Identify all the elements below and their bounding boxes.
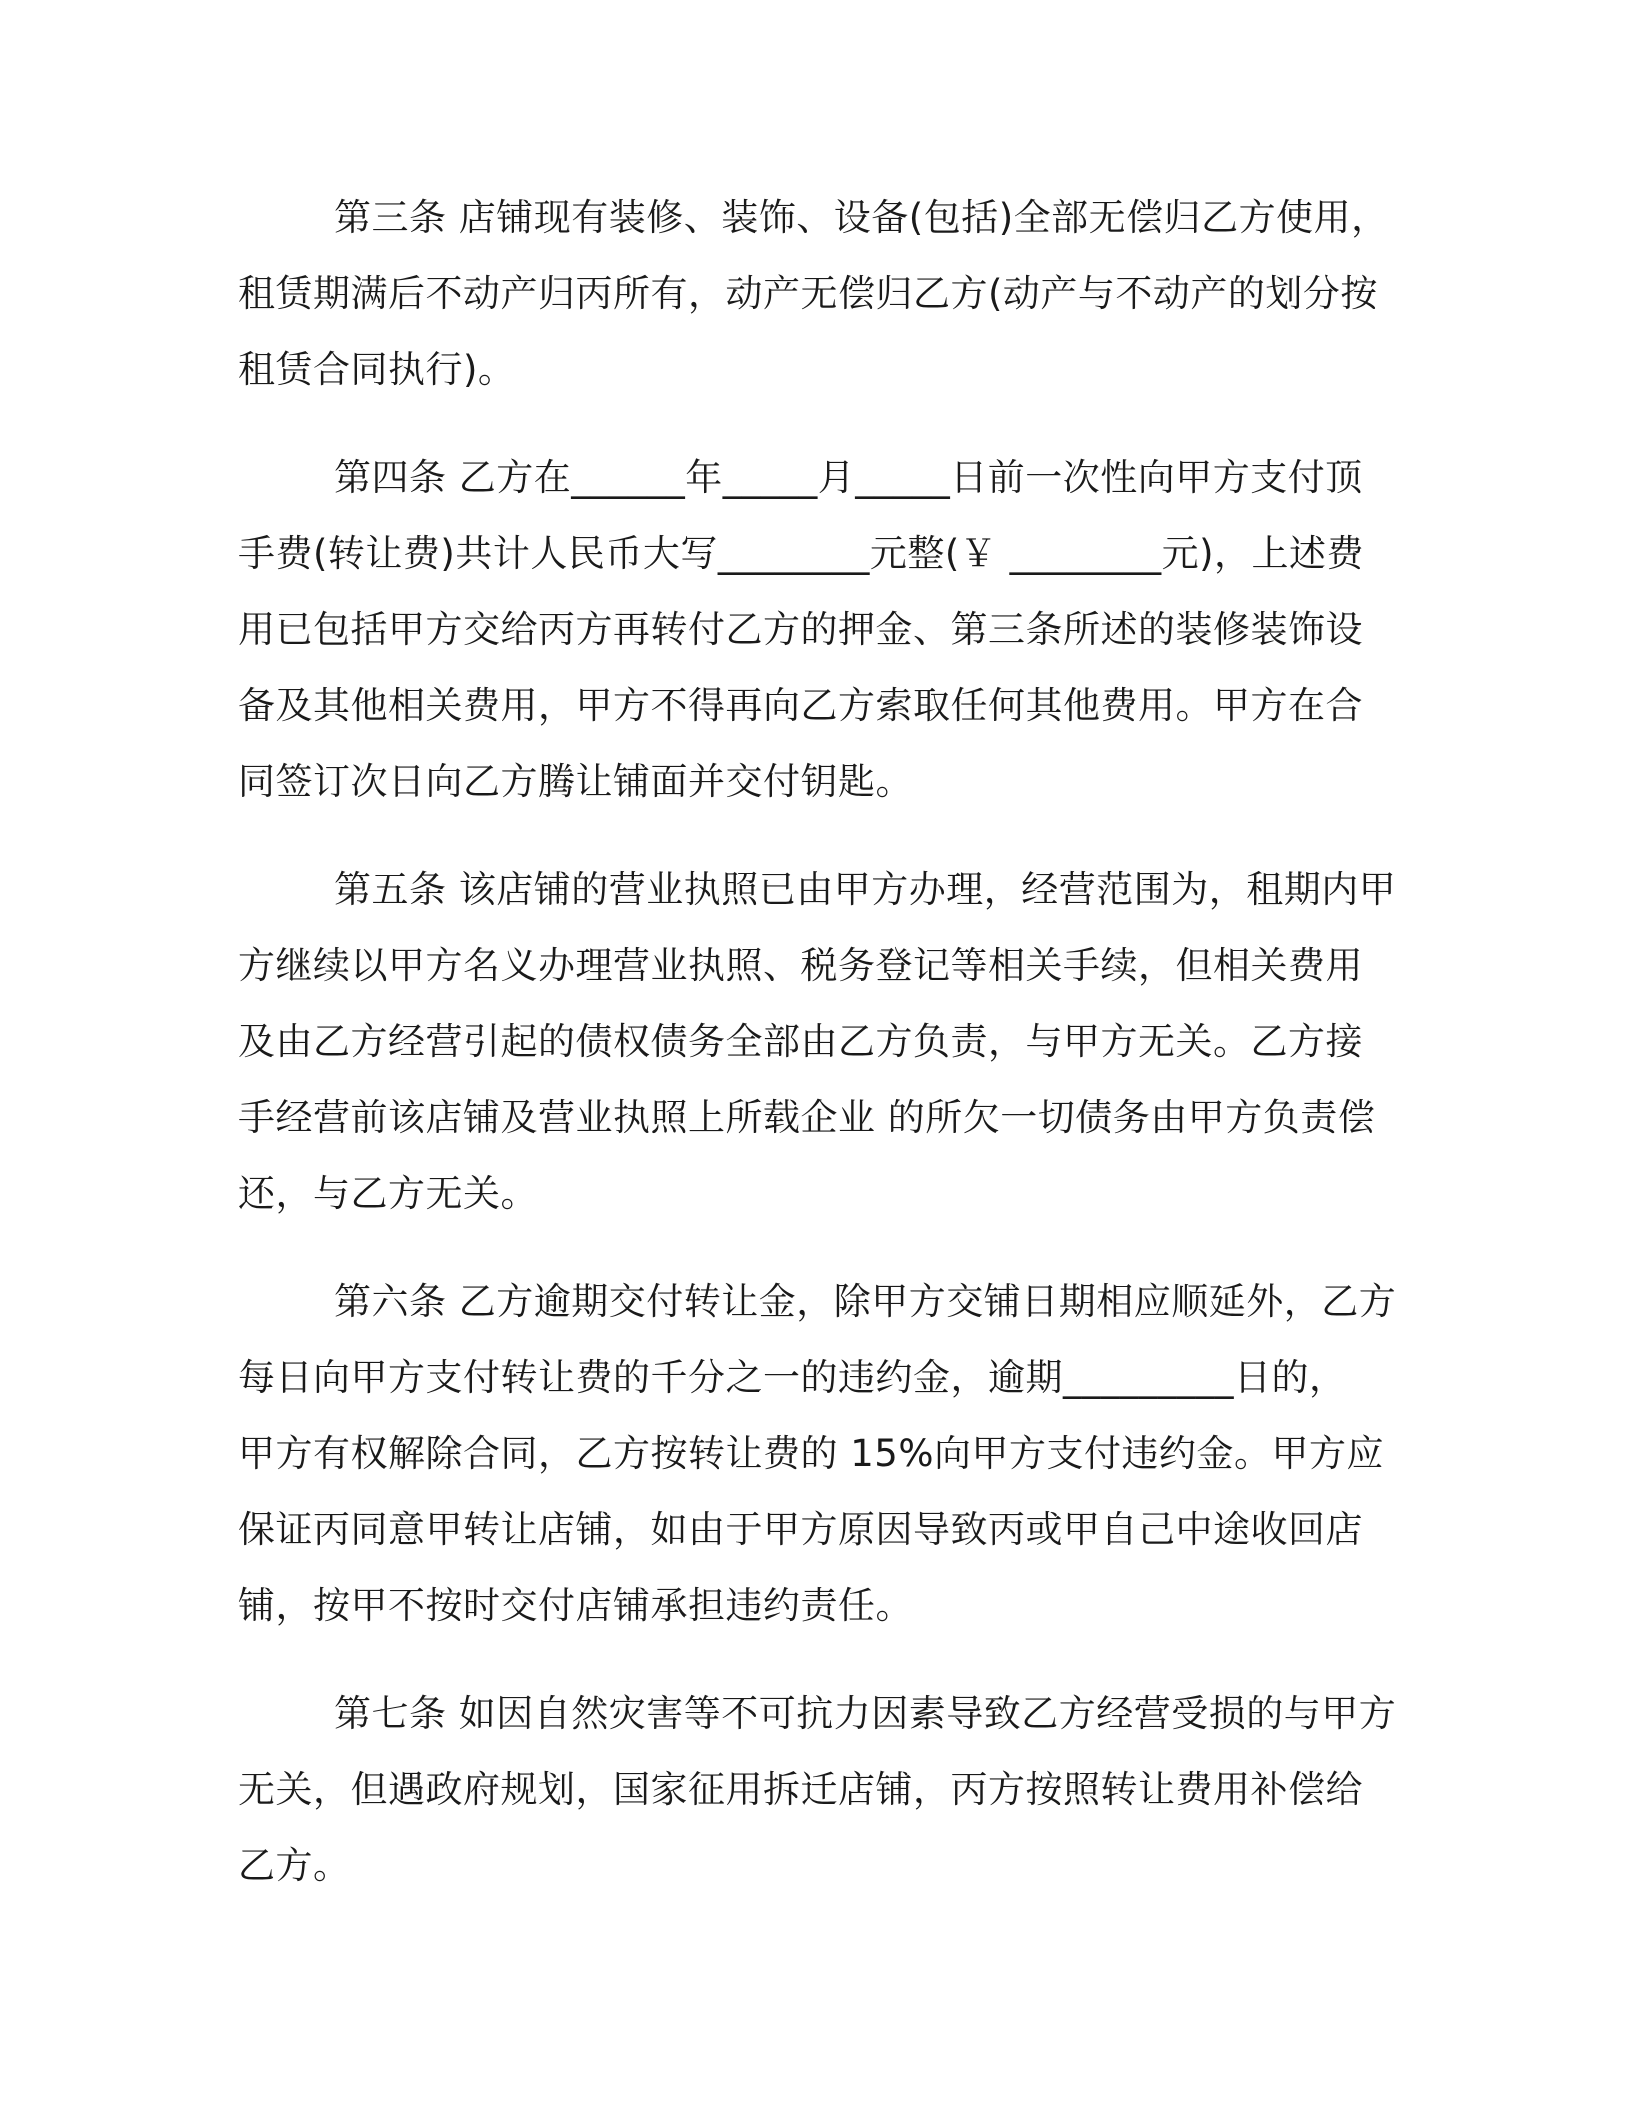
text-line: 无关，但遇政府规划，国家征用拆迁店铺，丙方按照转让费用补偿给 — [238, 1768, 1363, 1811]
text-line: 第四条 乙方在______年_____月_____日前一次性向甲方支付顶 — [334, 456, 1363, 499]
text-line: 租赁期满后不动产归丙所有，动产无偿归乙方(动产与不动产的划分按 — [238, 272, 1378, 315]
text-line: 第三条 店铺现有装修、装饰、设备(包括)全部无偿归乙方使用， — [334, 196, 1389, 239]
text-line: 每日向甲方支付转让费的千分之一的违约金，逾期_________日的， — [238, 1356, 1347, 1399]
text-line: 方继续以甲方名义办理营业执照、税务登记等相关手续，但相关费用 — [238, 944, 1363, 987]
text-line: 第五条 该店铺的营业执照已由甲方办理，经营范围为，租期内甲 — [334, 868, 1397, 911]
text-line: 铺，按甲不按时交付店铺承担违约责任。 — [238, 1584, 913, 1627]
text-line: 保证丙同意甲转让店铺，如由于甲方原因导致丙或甲自己中途收回店 — [238, 1508, 1363, 1551]
document-body — [238, 180, 1398, 1936]
text-line: 租赁合同执行)。 — [238, 348, 516, 391]
text-line: 及由乙方经营引起的债权债务全部由乙方负责，与甲方无关。乙方接 — [238, 1020, 1363, 1063]
paragraph-article-6 — [238, 1264, 1398, 1644]
text-line: 手费(转让费)共计人民币大写________元整(￥ ________元)，上述费 — [238, 532, 1365, 575]
paragraph-article-4 — [238, 440, 1398, 820]
paragraph-article-7 — [238, 1676, 1398, 1904]
text-line: 甲方有权解除合同，乙方按转让费的 15%向甲方支付违约金。甲方应 — [238, 1432, 1384, 1475]
text-line: 第七条 如因自然灾害等不可抗力因素导致乙方经营受损的与甲方 — [334, 1692, 1397, 1735]
paragraph-article-5 — [238, 852, 1398, 1232]
text-line: 备及其他相关费用，甲方不得再向乙方索取任何其他费用。甲方在合 — [238, 684, 1363, 727]
text-line: 用已包括甲方交给丙方再转付乙方的押金、第三条所述的装修装饰设 — [238, 608, 1363, 651]
paragraph-article-3 — [238, 180, 1398, 408]
text-line: 手经营前该店铺及营业执照上所载企业 的所欠一切债务由甲方负责偿 — [238, 1096, 1376, 1139]
text-line: 同签订次日向乙方腾让铺面并交付钥匙。 — [238, 760, 913, 803]
text-line: 第六条 乙方逾期交付转让金，除甲方交铺日期相应顺延外，乙方 — [334, 1280, 1397, 1323]
text-line: 还，与乙方无关。 — [238, 1172, 538, 1215]
text-line: 乙方。 — [238, 1844, 351, 1887]
